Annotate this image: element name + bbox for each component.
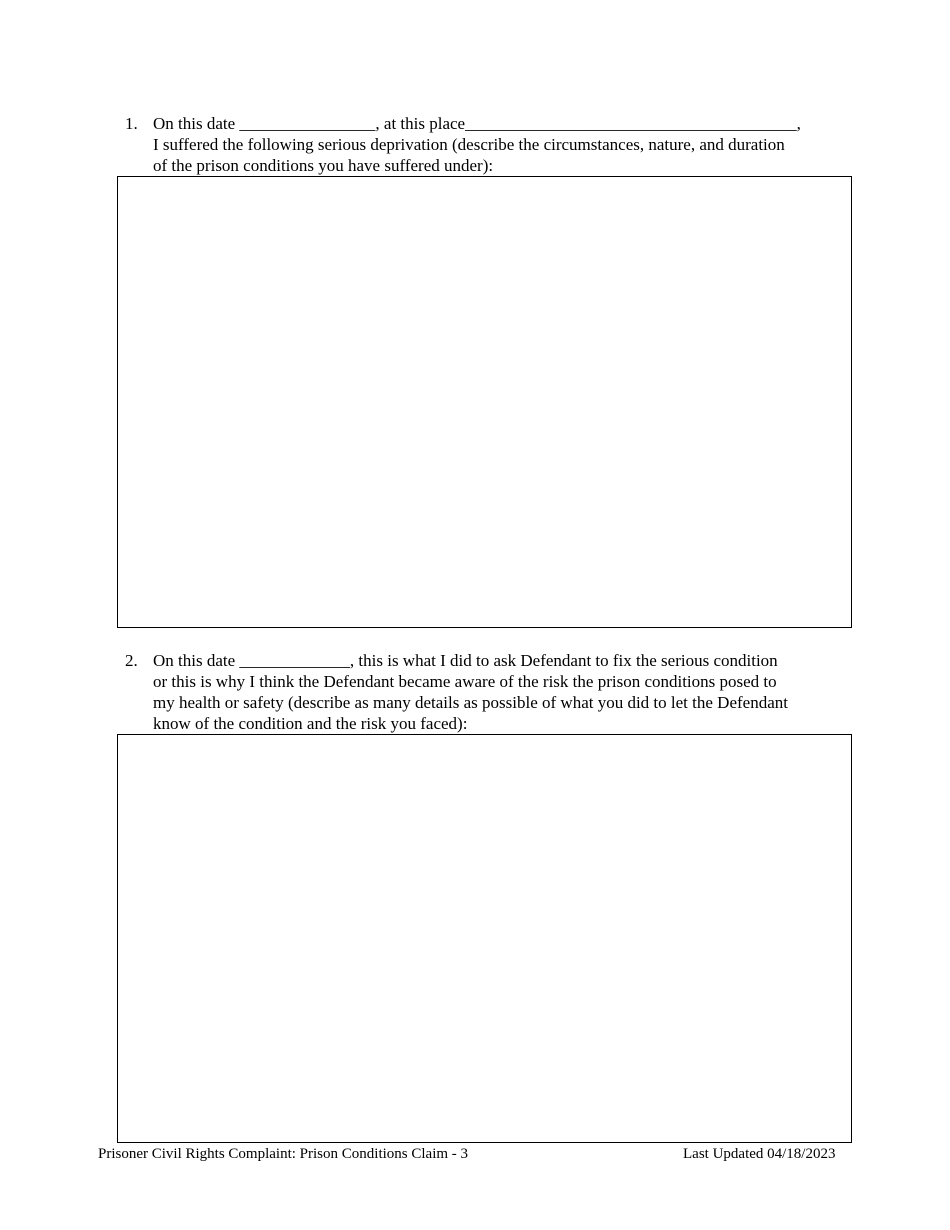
question-2-answer-box[interactable] bbox=[117, 734, 852, 1143]
question-1 bbox=[125, 113, 855, 176]
question-1-line-3: of the prison conditions you have suffered under): bbox=[153, 156, 494, 175]
question-2-line-1 bbox=[125, 650, 855, 671]
question-2-number: 2. bbox=[125, 651, 138, 670]
question-1-line-2: I suffered the following serious deprivation (describe the circumstances, nature, and duration bbox=[153, 135, 785, 154]
question-1-number: 1. bbox=[125, 114, 138, 133]
footer-form-title: Prisoner Civil Rights Complaint: Prison Conditions Claim - 3 bbox=[98, 1146, 469, 1162]
footer-last-updated: Last Updated 04/18/2023 bbox=[683, 1146, 836, 1162]
question-2-line-3: my health or safety (describe as many details as possible of what you did to let the Defendant bbox=[153, 693, 788, 712]
question-2-line-1-text: On this date _____________, this is what I did to ask Defendant to fix the serious condition bbox=[153, 651, 778, 670]
question-2-line-2: or this is why I think the Defendant became aware of the risk the prison conditions posed to bbox=[153, 672, 777, 691]
question-2-line-4: know of the condition and the risk you faced): bbox=[153, 714, 468, 733]
question-1-line-1 bbox=[125, 113, 855, 134]
question-2 bbox=[125, 650, 855, 734]
question-1-line-1-text: On this date ________________, at this place_______________________________________, bbox=[153, 114, 801, 133]
question-1-answer-box[interactable] bbox=[117, 176, 852, 628]
